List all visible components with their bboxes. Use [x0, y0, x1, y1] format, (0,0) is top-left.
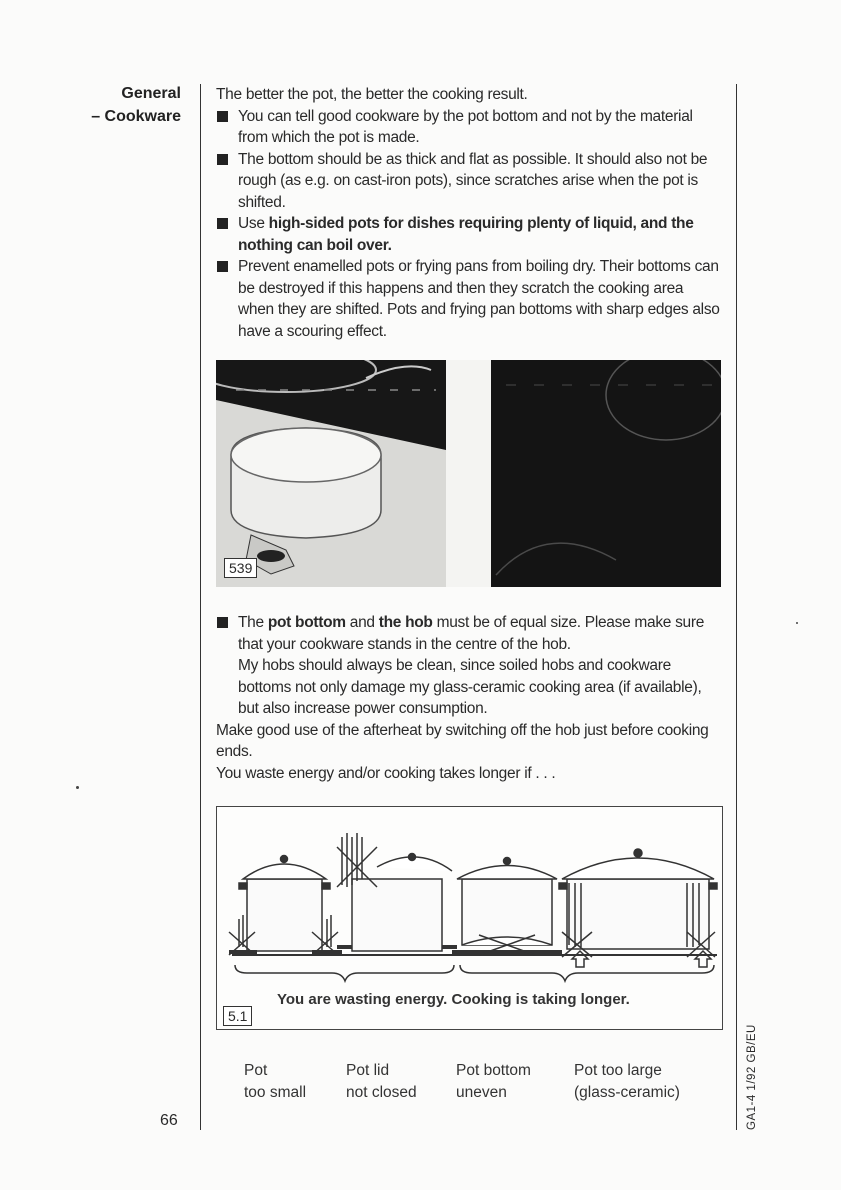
pot-on-hob-illustration — [216, 360, 721, 587]
bullet-item: Prevent enamelled pots or frying pans from boiling dry. Their bottoms can be destroyed if this happens and then they scratch the cooking area when they are shifted. Pots and frying pan bottoms with sharp edges also have a scouring effect. — [216, 256, 722, 342]
speck — [76, 786, 79, 789]
hob-block — [216, 612, 722, 784]
energy-waste-diagram — [216, 806, 723, 1030]
caption-line: (glass-ceramic) — [574, 1084, 680, 1101]
afterheat-text: Make good use of the afterheat by switching off the hob just before cooking ends. — [216, 721, 709, 760]
caption-line: Pot lid — [346, 1062, 390, 1079]
bullet-bold-text: high-sided pots for dishes requiring plenty of liquid, and the nothing can boil over. — [238, 215, 694, 254]
bullet-item — [216, 612, 722, 655]
cooktop-photo — [216, 360, 721, 587]
section-heading — [91, 82, 181, 128]
heading-general: General — [121, 85, 181, 102]
bullet-text: and — [345, 614, 379, 631]
speck — [796, 622, 798, 624]
page-number: 66 — [160, 1112, 178, 1129]
diagram-caption: You are wasting energy. Cooking is taking longer. — [277, 991, 630, 1008]
caption-line: Pot too large — [574, 1062, 662, 1079]
document-code: GA1-4 1/92 GB/EU — [746, 1024, 758, 1130]
caption-bottom-uneven — [456, 1060, 531, 1104]
clean-hobs-text: My hobs should always be clean, since soiled hobs and cookware bottoms not only damage my glass-ceramic cooking area (if available), but also increase power consumption. — [238, 657, 702, 717]
pot-bottom-bold: pot bottom — [267, 614, 346, 631]
caption-lid-not-closed — [346, 1060, 417, 1104]
diagram-figure-label: 5.1 — [223, 1006, 252, 1026]
caption-line: Pot — [244, 1062, 268, 1079]
intro-block — [216, 84, 722, 342]
caption-pot-too-small — [244, 1060, 306, 1104]
right-rule — [736, 84, 737, 1130]
bullet-item — [216, 213, 722, 256]
caption-line: Pot bottom — [456, 1062, 531, 1079]
bullet-text: must be of equal size. Please make sure that your cookware stands in the centre of the hob. — [238, 614, 705, 653]
intro-text: The better the pot, the better the cooking result. — [216, 86, 528, 103]
bullet-text: The — [238, 614, 268, 631]
left-rule — [200, 84, 201, 1130]
caption-line: uneven — [456, 1084, 507, 1101]
caption-line: not closed — [346, 1084, 417, 1101]
hob-bold: the hob — [378, 614, 433, 631]
caption-line: too small — [244, 1084, 307, 1101]
heading-cookware: – Cookware — [91, 108, 181, 125]
bullet-item: You can tell good cookware by the pot bottom and not by the material from which the pot is made. — [216, 106, 722, 149]
caption-pot-too-large — [574, 1060, 680, 1104]
waste-energy-text: You waste energy and/or cooking takes longer if . . . — [216, 764, 556, 782]
bullet-text: Use — [238, 215, 269, 232]
photo-figure-label: 539 — [224, 558, 257, 578]
bullet-item: The bottom should be as thick and flat as possible. It should also not be rough (as e.g. on cast-iron pots), since scratches arise when the pot is shifted. — [216, 149, 722, 214]
